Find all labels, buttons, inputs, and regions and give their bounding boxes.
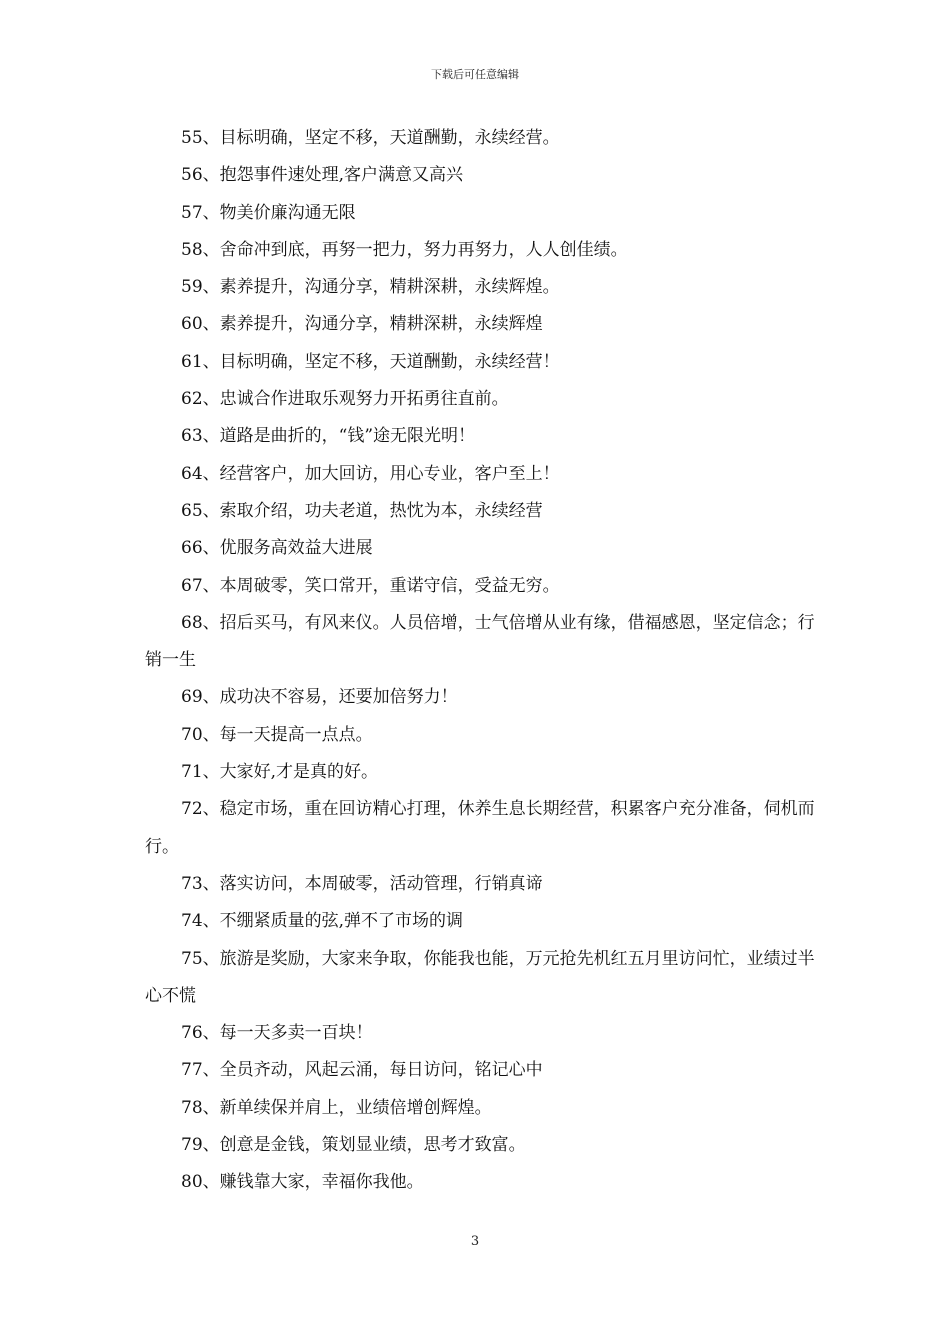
list-item: 77、全员齐动，风起云涌，每日访问，铭记心中: [181, 1060, 543, 1081]
list-item: 60、素养提升，沟通分享，精耕深耕，永续辉煌: [181, 314, 543, 335]
list-item: 59、素养提升，沟通分享，精耕深耕，永续辉煌。: [181, 277, 560, 298]
list-item: 75、旅游是奖励，大家来争取，你能我也能，万元抢先机红五月里访问忙，业绩过半心不慌: [145, 948, 815, 1006]
list-item: 57、物美价廉沟通无限: [181, 202, 356, 223]
list-item: 79、创意是金钱，策划显业绩，思考才致富。: [181, 1135, 526, 1156]
page-number: 3: [470, 1234, 480, 1249]
list-item: 74、不绷紧质量的弦,弹不了市场的调: [181, 911, 464, 932]
list-item: 66、优服务高效益大进展: [181, 538, 373, 559]
list-item: 65、索取介绍，功夫老道，热忱为本，永续经营: [181, 500, 543, 521]
list-item: 71、大家好,才是真的好。: [181, 762, 379, 783]
list-item: 64、经营客户，加大回访，用心专业，客户至上！: [181, 463, 560, 484]
list-item: 72、稳定市场，重在回访精心打理，休养生息长期经营，积累客户充分准备，伺机而行。: [145, 799, 815, 857]
list-item: 76、每一天多卖一百块！: [181, 1023, 373, 1044]
page-header: 下载后可任意编辑: [431, 68, 519, 81]
list-item: 78、新单续保并肩上，业绩倍增创辉煌。: [181, 1097, 492, 1118]
list-item: 80、赚钱靠大家，幸福你我他。: [181, 1172, 424, 1193]
list-item: 70、每一天提高一点点。: [181, 724, 373, 745]
list-item: 63、道路是曲折的，“钱”途无限光明！: [181, 426, 476, 447]
list-item: 55、目标明确，坚定不移，天道酬勤，永续经营。: [181, 128, 560, 148]
list-item: 62、忠诚合作进取乐观努力开拓勇往直前。: [181, 389, 509, 410]
list-item: 73、落实访问，本周破零，活动管理，行销真谛: [181, 873, 543, 894]
document-body: [145, 120, 815, 1202]
list-item: 61、目标明确，坚定不移，天道酬勤，永续经营！: [181, 351, 560, 372]
list-item: 58、舍命冲到底，再努一把力，努力再努力，人人创佳绩。: [181, 239, 628, 260]
list-item: 69、成功决不容易，还要加倍努力！: [181, 687, 458, 708]
list-item: 67、本周破零，笑口常开，重诺守信，受益无穷。: [181, 575, 560, 596]
list-item: 68、招后买马，有风来仪。人员倍增，士气倍增从业有缘，借福感恩，坚定信念；行销一生: [145, 612, 815, 671]
list-item: 56、抱怨事件速处理,客户满意又高兴: [181, 165, 464, 186]
